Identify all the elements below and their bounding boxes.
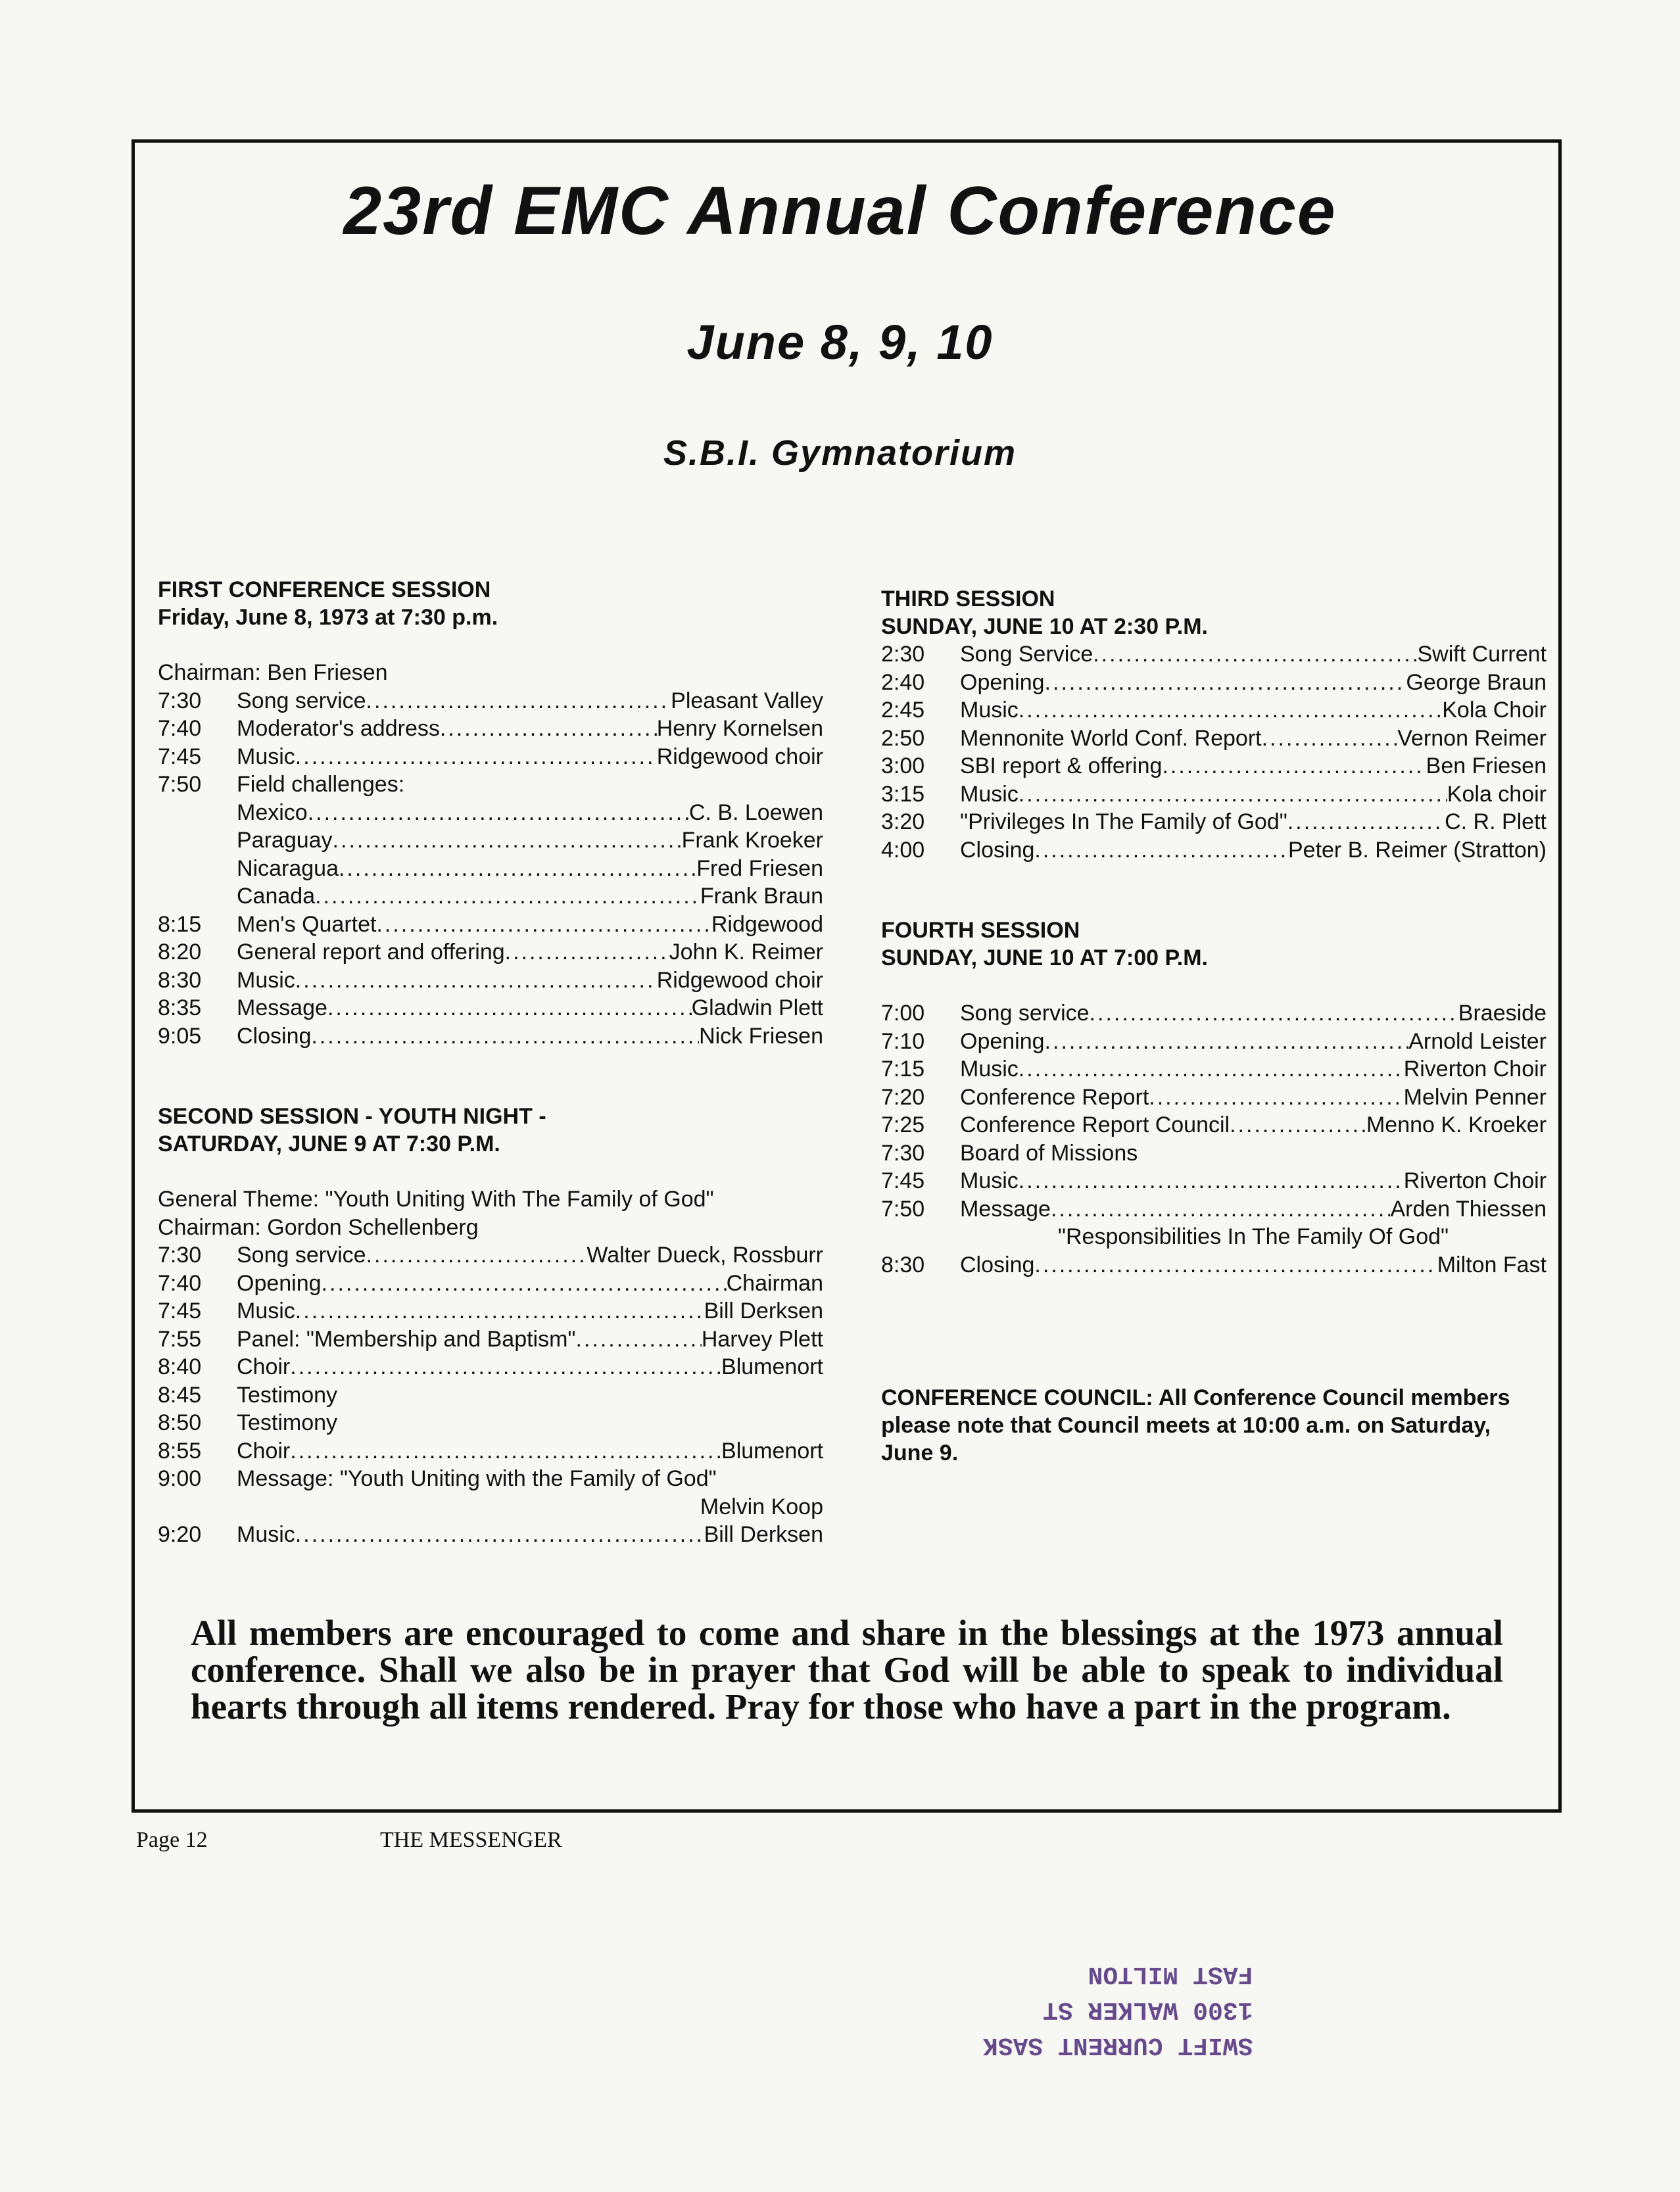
- first-session-chairman: Chairman: Ben Friesen: [158, 660, 388, 685]
- program-presenter: Ben Friesen: [1426, 753, 1547, 778]
- program-label: Closing: [237, 1023, 312, 1049]
- program-label: Board of Missions: [960, 1140, 1138, 1166]
- program-label: Testimony: [237, 1382, 338, 1408]
- program-time: 7:00: [881, 1001, 925, 1026]
- program-presenter: Blumenort: [721, 1354, 823, 1379]
- stamp-line: FAST MILTON: [1088, 1960, 1253, 1988]
- program-label: Conference Report Council: [960, 1112, 1230, 1137]
- program-presenter: Riverton Choir: [1403, 1057, 1547, 1082]
- program-presenter: Frank Kroeker: [681, 828, 823, 853]
- program-time: 9:20: [158, 1522, 202, 1547]
- program-row: [158, 1353, 823, 1381]
- program-label: Music: [960, 1057, 1019, 1082]
- program-row: [158, 1381, 823, 1410]
- program-time: 7:15: [881, 1057, 925, 1082]
- program-row: [158, 1409, 823, 1437]
- right-column: [881, 585, 1547, 1467]
- program-label: Music: [960, 698, 1019, 723]
- program-presenter: Swift Current: [1417, 642, 1547, 667]
- stamp-line: SWIFT CURRENT SASK: [983, 2031, 1253, 2059]
- address-stamp: [983, 1956, 1253, 2062]
- program-time: 7:25: [881, 1112, 925, 1137]
- program-row: [881, 696, 1547, 725]
- program-label: Music: [237, 967, 295, 993]
- program-label: Opening: [960, 669, 1045, 695]
- program-label: Nicaragua: [237, 855, 339, 881]
- program-label: Choir: [237, 1354, 291, 1379]
- program-time: 2:50: [881, 725, 925, 751]
- program-presenter: Riverton Choir: [1403, 1168, 1547, 1193]
- program-presenter: Bill Derksen: [704, 1299, 823, 1323]
- fourth-session-heading: FOURTH SESSION: [881, 918, 1080, 943]
- program-row: [158, 826, 823, 855]
- second-session-date: SATURDAY, JUNE 9 AT 7:30 P.M.: [158, 1132, 500, 1156]
- program-presenter: Peter B. Reimer (Stratton): [1287, 837, 1547, 863]
- program-presenter: George Braun: [1406, 669, 1547, 695]
- program-presenter: Walter Dueck, Rossburr: [587, 1243, 823, 1268]
- program-label: Moderator's address: [237, 716, 440, 741]
- program-presenter: C. B. Loewen: [688, 799, 823, 825]
- program-label: General report and offering: [237, 940, 505, 965]
- program-presenter: C. R. Plett: [1445, 809, 1547, 834]
- program-time: 2:40: [881, 669, 925, 695]
- first-session-heading: FIRST CONFERENCE SESSION: [158, 577, 491, 602]
- program-row: [158, 1325, 823, 1354]
- program-time: 8:40: [158, 1354, 202, 1379]
- program-presenter: Menno K. Kroeker: [1366, 1112, 1547, 1137]
- program-row: [881, 999, 1547, 1028]
- program-time: 8:35: [158, 995, 202, 1020]
- program-row: [881, 1139, 1547, 1168]
- program-presenter: Arden Thiessen: [1390, 1196, 1547, 1222]
- program-time: 2:30: [881, 642, 925, 667]
- program-time: 2:45: [881, 698, 925, 723]
- program-label: Music: [237, 1522, 295, 1547]
- third-session-heading: THIRD SESSION: [881, 586, 1055, 611]
- program-row: [881, 836, 1547, 865]
- program-row: [158, 911, 823, 939]
- program-row: [158, 1270, 823, 1298]
- program-presenter: Milton Fast: [1437, 1252, 1547, 1277]
- publication-name: THE MESSENGER: [380, 1828, 562, 1852]
- program-presenter: Kola choir: [1447, 781, 1547, 807]
- program-time: 9:05: [158, 1023, 202, 1049]
- program-time: 8:20: [158, 940, 202, 965]
- program-label: Music: [960, 781, 1019, 807]
- program-label: Opening: [960, 1028, 1045, 1054]
- program-time: 8:55: [158, 1438, 202, 1464]
- program-row: [881, 780, 1547, 809]
- program-row: [881, 1084, 1547, 1112]
- left-column: [158, 576, 823, 1549]
- program-row: [158, 966, 823, 995]
- program-time: 4:00: [881, 837, 925, 863]
- program-time: 3:20: [881, 809, 925, 834]
- stamp-line: 1300 WALKER ST: [1043, 1995, 1253, 2024]
- program-presenter: Melvin Koop: [700, 1494, 823, 1519]
- program-time: 7:50: [881, 1196, 925, 1222]
- page-title: 23rd EMC Annual Conference: [343, 173, 1337, 249]
- program-time: 7:40: [158, 1270, 202, 1296]
- program-label: Closing: [960, 1252, 1035, 1277]
- conference-dates: June 8, 9, 10: [686, 315, 994, 369]
- program-row: [158, 1521, 823, 1549]
- program-row: [158, 938, 823, 966]
- program-time: 9:00: [158, 1466, 202, 1491]
- program-time: 7:30: [158, 688, 202, 713]
- program-row: [881, 669, 1547, 697]
- program-label: "Privileges In The Family of God": [960, 809, 1287, 834]
- program-time: 7:55: [158, 1326, 202, 1352]
- program-label: Message: [960, 1196, 1051, 1222]
- program-row: [158, 1437, 823, 1465]
- second-session-heading: SECOND SESSION - YOUTH NIGHT -: [158, 1104, 546, 1129]
- program-presenter: Blumenort: [721, 1438, 823, 1464]
- program-row: [158, 687, 823, 715]
- program-presenter: Kola Choir: [1442, 698, 1547, 723]
- conference-venue: S.B.I. Gymnatorium: [663, 433, 1017, 473]
- program-row: [158, 743, 823, 771]
- program-presenter: Gladwin Plett: [691, 995, 823, 1020]
- program-label: Panel: "Membership and Baptism": [237, 1326, 576, 1352]
- program-row: [881, 725, 1547, 753]
- program-time: 8:15: [158, 911, 202, 937]
- program-time: 7:40: [158, 716, 202, 741]
- program-row: [881, 752, 1547, 780]
- third-session-date: SUNDAY, JUNE 10 AT 2:30 P.M.: [881, 614, 1208, 639]
- program-row: [158, 799, 823, 827]
- program-presenter: Nick Friesen: [699, 1023, 823, 1049]
- program-row: [881, 1195, 1547, 1224]
- program-presenter: Chairman: [726, 1270, 823, 1296]
- program-label: Paraguay: [237, 828, 333, 853]
- program-row: [881, 1028, 1547, 1056]
- program-label: Mexico: [237, 799, 308, 825]
- program-presenter: Vernon Reimer: [1397, 725, 1547, 751]
- program-presenter: Ridgewood choir: [656, 744, 823, 769]
- program-presenter: Bill Derksen: [704, 1522, 823, 1547]
- program-time: 3:00: [881, 753, 925, 778]
- program-label: Music: [237, 1299, 295, 1323]
- second-session-chairman: Chairman: Gordon Schellenberg: [158, 1214, 479, 1240]
- program-row: [158, 1297, 823, 1325]
- program-label: SBI report & offering: [960, 753, 1163, 778]
- program-label: Opening: [237, 1270, 322, 1296]
- program-time: 7:45: [158, 744, 202, 769]
- program-row: [881, 808, 1547, 836]
- program-row: [158, 1022, 823, 1051]
- program-presenter: Braeside: [1458, 1001, 1547, 1026]
- program-label: Mennonite World Conf. Report: [960, 725, 1262, 751]
- program-row: [158, 771, 823, 799]
- program-label: Field challenges:: [237, 772, 405, 797]
- program-label: Message: "Youth Uniting with the Family of God": [237, 1466, 717, 1491]
- program-time: 7:30: [158, 1243, 202, 1268]
- second-session-theme: General Theme: "Youth Uniting With The Family of God": [158, 1187, 714, 1212]
- program-presenter: Harvey Plett: [701, 1326, 823, 1352]
- program-label: Song Service: [960, 642, 1093, 667]
- page-number: Page 12: [136, 1828, 208, 1852]
- program-time: 7:10: [881, 1028, 925, 1054]
- program-label: Music: [960, 1168, 1019, 1193]
- program-time: 8:50: [158, 1410, 202, 1435]
- council-note: CONFERENCE COUNCIL: All Conference Council members please note that Council meets at 10:00 a.m. on Saturday, June 9.: [881, 1385, 1510, 1465]
- fourth-session-date: SUNDAY, JUNE 10 AT 7:00 P.M.: [881, 945, 1208, 970]
- program-row: [158, 855, 823, 883]
- program-row: [158, 1465, 823, 1493]
- program-row: [158, 1241, 823, 1270]
- program-presenter: Ridgewood: [711, 911, 823, 937]
- program-row: [881, 1111, 1547, 1139]
- program-presenter: Pleasant Valley: [671, 688, 823, 713]
- program-label: Song service: [960, 1001, 1090, 1026]
- program-time: 7:20: [881, 1084, 925, 1110]
- program-time: 7:45: [158, 1299, 202, 1323]
- program-row: [881, 1055, 1547, 1084]
- first-session-date: Friday, June 8, 1973 at 7:30 p.m.: [158, 605, 498, 630]
- program-row: [881, 1251, 1547, 1279]
- program-label: Conference Report: [960, 1084, 1149, 1110]
- program-label: Closing: [960, 837, 1035, 863]
- program-presenter: Melvin Penner: [1403, 1084, 1547, 1110]
- program-label: Song service: [237, 688, 366, 713]
- program-presenter: Henry Kornelsen: [656, 716, 823, 741]
- program-time: 8:30: [158, 967, 202, 993]
- program-time: 7:45: [881, 1168, 925, 1193]
- program-label: Music: [237, 744, 295, 769]
- program-time: 3:15: [881, 781, 925, 807]
- message-title: "Responsibilities In The Family Of God": [1057, 1224, 1449, 1249]
- closing-note: All members are encouraged to come and share in the blessings at the 1973 annual conference. Shall we also be in prayer that God will be able to speak to individual hearts through all items rendered. Pray for those who have a part in the program.: [191, 1613, 1503, 1727]
- program-presenter: Ridgewood choir: [656, 967, 823, 993]
- program-row: [881, 640, 1547, 669]
- program-label: Choir: [237, 1438, 291, 1464]
- program-row: [158, 715, 823, 743]
- program-time: 7:30: [881, 1140, 925, 1166]
- program-time: 8:30: [881, 1252, 925, 1277]
- program-label: Canada: [237, 884, 316, 909]
- program-time: 8:45: [158, 1382, 202, 1408]
- program-time: 7:50: [158, 772, 202, 797]
- program-presenter: John K. Reimer: [669, 940, 823, 965]
- program-presenter: Fred Friesen: [696, 855, 823, 881]
- program-row: [158, 882, 823, 911]
- program-label: Song service: [237, 1243, 366, 1268]
- program-row: [158, 994, 823, 1022]
- program-presenter: Frank Braun: [700, 884, 823, 909]
- program-presenter: Arnold Leister: [1408, 1028, 1547, 1054]
- program-row: [881, 1167, 1547, 1195]
- program-label: Men's Quartet: [237, 911, 377, 937]
- program-label: Testimony: [237, 1410, 338, 1435]
- program-label: Message: [237, 995, 327, 1020]
